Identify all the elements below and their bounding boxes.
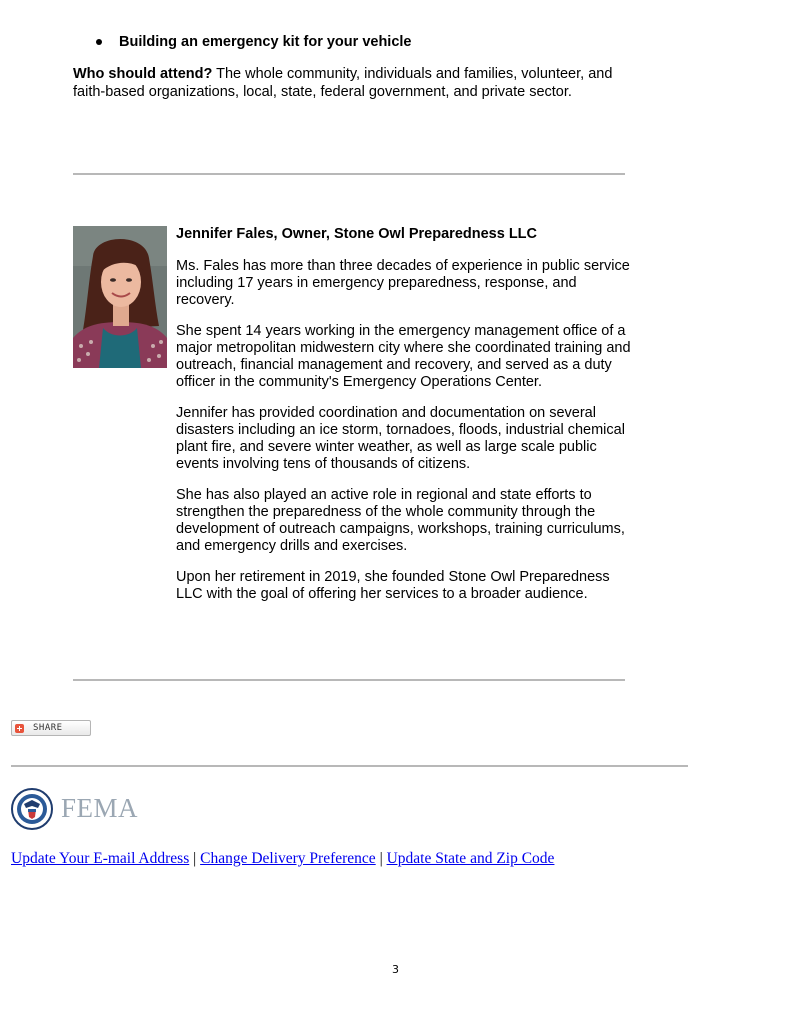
bio-paragraph: Jennifer has provided coordination and documentation on several disasters including an ice storm, tornadoes, floods, industrial chemical plant fire, and severe winter weather, as well as large scale public events involving tens of thousands of citizens. — [176, 405, 625, 472]
bullet-item — [96, 34, 412, 50]
plus-icon — [15, 724, 24, 733]
speaker-photo — [73, 226, 167, 368]
bullet-dot-icon — [96, 39, 102, 45]
divider-footer — [11, 765, 688, 767]
bio-paragraph: She spent 14 years working in the emergency management office of a major metropolitan midwestern city where she coordinated training and outreach, financial management and recovery, and served as a duty officer in the community's Emergency Operations Center. — [176, 323, 631, 390]
bullet-text: Building an emergency kit for your vehicle — [119, 34, 412, 50]
dhs-seal-icon — [11, 788, 53, 830]
update-email-link[interactable]: Update Your E-mail Address — [11, 850, 190, 867]
divider-middle — [73, 679, 625, 681]
speaker-portrait-image — [73, 226, 167, 368]
attendance-text: The whole community, individuals and families, volunteer, and faith-based organizations, local, state, federal government, and private sector. — [73, 66, 613, 100]
update-state-zip-link[interactable]: Update State and Zip Code — [386, 850, 555, 867]
change-delivery-link[interactable]: Change Delivery Preference — [200, 850, 376, 867]
bio-paragraph: Upon her retirement in 2019, she founded Stone Owl Preparedness LLC with the goal of offering her services to a broader audience. — [176, 569, 610, 602]
divider-top — [73, 173, 625, 175]
speaker-bio — [176, 226, 632, 617]
link-separator: | — [379, 850, 383, 867]
attendance-paragraph — [73, 65, 633, 101]
share-button[interactable] — [11, 720, 91, 736]
page-number: 3 — [392, 963, 399, 976]
link-separator: | — [193, 850, 197, 867]
fema-logo-text: FEMA — [61, 793, 139, 823]
speaker-name: Jennifer Fales, Owner, Stone Owl Preparedness LLC — [176, 226, 537, 242]
bio-paragraph: Ms. Fales has more than three decades of experience in public service including 17 years in emergency preparedness, response, and recovery. — [176, 258, 630, 308]
footer-links — [11, 850, 554, 868]
bio-paragraph: She has also played an active role in regional and state efforts to strengthen the preparedness of the whole community through the development of outreach campaigns, workshops, training curriculums, and emergency drills and exercises. — [176, 487, 625, 554]
share-label: SHARE — [33, 723, 63, 733]
attendance-label: Who should attend? — [73, 66, 213, 82]
